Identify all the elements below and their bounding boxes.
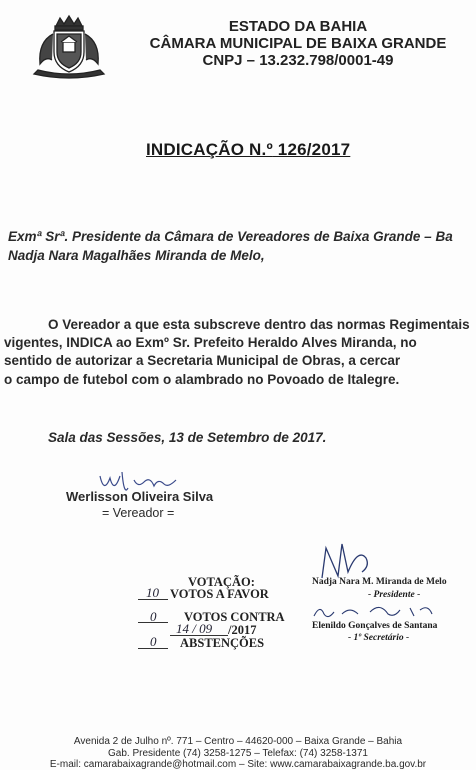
councilor-name: Werlisson Oliveira Silva — [66, 489, 214, 504]
header-chamber: CÂMARA MUNICIPAL DE BAIXA GRANDE — [149, 35, 447, 52]
session-date: Sala das Sessões, 13 de Setembro de 2017. — [48, 430, 327, 445]
document-title — [146, 140, 350, 160]
header-state: ESTADO DA BAHIA — [228, 18, 368, 35]
voting-title: VOTAÇÃO: — [188, 575, 255, 589]
vote-date-value: 14 / 09 — [176, 621, 213, 636]
coat-of-arms-icon — [26, 12, 112, 84]
abstentions-line — [138, 648, 168, 649]
councilor-role: = Vereador = — [102, 506, 175, 520]
footer-phones: Gab. Presidente (74) 3258-1275 – Telefax: (74) 3258-1371 — [108, 748, 368, 759]
body-line-3: sentido de autorizar a Secretaria Municipal de Obras, a cercar — [4, 353, 401, 368]
body-line-2: vigentes, INDICA ao Exmº Sr. Prefeito Heraldo Alves Miranda, no — [4, 335, 417, 350]
footer-address: Avenida 2 de Julho nº. 771 – Centro – 44620-000 – Baixa Grande – Bahia — [73, 736, 403, 747]
president-role: - Presidente - — [368, 590, 421, 600]
salutation-line-2: Nadja Nara Magalhães Miranda de Melo, — [8, 248, 265, 263]
votes-contra-line — [138, 622, 168, 623]
vote-date-year: /2017 — [228, 623, 257, 637]
title-number: 126/2017 — [272, 140, 351, 159]
body-line-1: O Vereador a que esta subscreve dentro das normas Regimentais — [48, 317, 470, 332]
secretary-role: - 1º Secretário - — [348, 633, 410, 643]
footer-contact: E-mail: camarabaixagrande@hotmail.com – Site: www.camarabaixagrande.ba.gov.br — [49, 759, 427, 770]
votes-contra-label: VOTOS CONTRA — [184, 610, 285, 624]
votes-contra-value: 0 — [150, 609, 157, 624]
votes-favor-value: 10 — [146, 585, 159, 600]
salutation-line-1: Exmª Srª. Presidente da Câmara de Vereadores de Baixa Grande – Ba — [8, 229, 453, 244]
votes-favor-label: VOTOS A FAVOR — [170, 587, 269, 601]
abstentions-value: 0 — [150, 634, 157, 649]
votes-favor-line — [138, 599, 168, 600]
header-cnpj: CNPJ – 13.232.798/0001-49 — [202, 52, 394, 69]
title-label: INDICAÇÃO N.º — [146, 140, 273, 159]
abstentions-label: ABSTENÇÕES — [180, 636, 265, 650]
secretary-name: Elenildo Gonçalves de Santana — [312, 621, 438, 631]
president-name: Nadja Nara M. Miranda de Melo — [312, 577, 447, 587]
body-line-4: o campo de futebol com o alambrado no Povoado de Italegre. — [4, 372, 400, 387]
